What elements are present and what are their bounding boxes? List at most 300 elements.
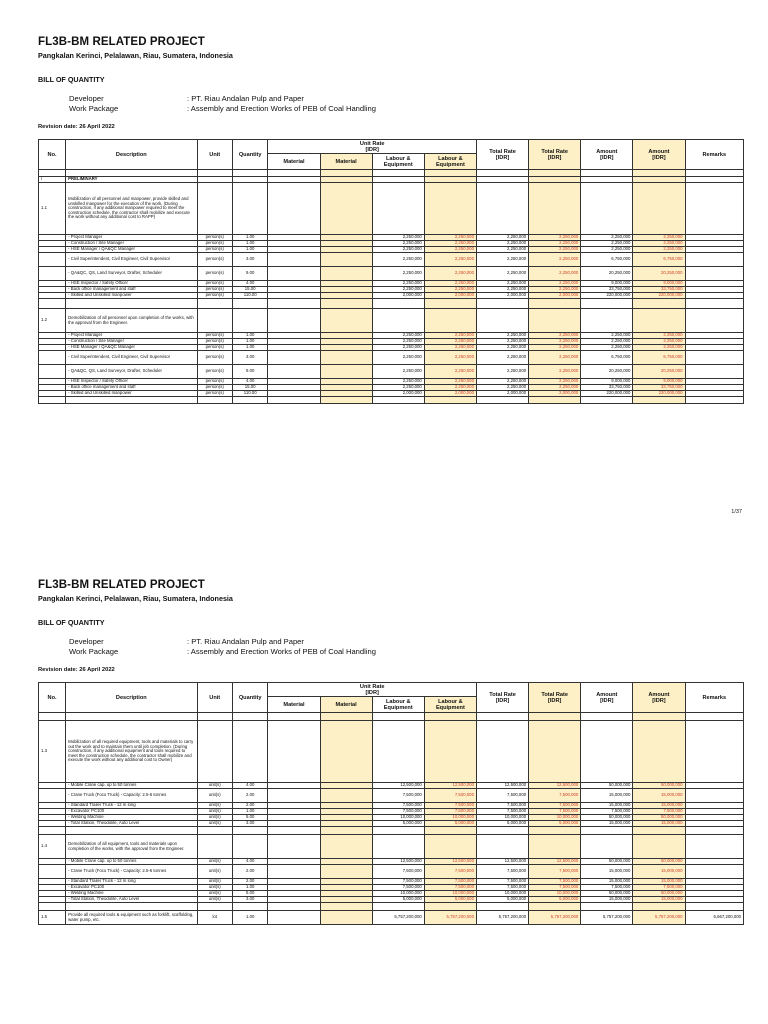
cell-labour-2: [424, 827, 476, 835]
cell-total-rate: 2,250,000: [476, 241, 528, 247]
cell-total-rate: 7,500,000: [476, 865, 528, 879]
cell-total-rate-2: 7,500,000: [529, 789, 581, 803]
cell-amount: 50,000,000: [581, 783, 633, 789]
cell-amount-2: 6,750,000: [633, 253, 685, 267]
cell-remarks: [685, 365, 743, 379]
cell-labour-2: 2,250,000: [424, 235, 476, 241]
header-material: Material: [268, 154, 320, 170]
cell-quantity: 1.00: [232, 911, 267, 925]
cell-total-rate-2: [529, 827, 581, 835]
cell-total-rate: [476, 713, 528, 721]
cell-labour-2: 2,250,000: [424, 267, 476, 281]
cell-unit: person(s): [197, 379, 232, 385]
cell-unit: [197, 903, 232, 911]
table-row: [39, 865, 744, 879]
cell-labour: 7,500,000: [372, 809, 424, 815]
cell-total-rate-2: [529, 835, 581, 859]
cell-labour: 7,500,000: [372, 865, 424, 879]
cell-total-rate: 5,000,000: [476, 897, 528, 903]
cell-amount-2: [633, 170, 685, 177]
cell-no: 1.4: [39, 835, 66, 859]
cell-material: [268, 183, 320, 235]
cell-total-rate-2: 2,000,000: [529, 293, 581, 299]
cell-total-rate-2: 2,250,000: [529, 281, 581, 287]
cell-labour-2: 7,500,000: [424, 865, 476, 879]
cell-amount: 15,000,000: [581, 897, 633, 903]
cell-quantity: [232, 183, 267, 235]
cell-unit: [197, 835, 232, 859]
header-material-2: Material: [320, 697, 372, 713]
cell-no: [39, 827, 66, 835]
table-row: [39, 253, 744, 267]
cell-material: [268, 351, 320, 365]
cell-labour-2: 2,250,000: [424, 339, 476, 345]
cell-unit: person(s): [197, 281, 232, 287]
cell-labour-2: 2,250,000: [424, 247, 476, 253]
cell-labour: 7,500,000: [372, 803, 424, 809]
cell-total-rate-2: 5,757,200,000: [529, 911, 581, 925]
cell-unit: person(s): [197, 241, 232, 247]
cell-labour: [372, 827, 424, 835]
cell-amount-2: 2,250,000: [633, 333, 685, 339]
cell-amount: 9,000,000: [581, 379, 633, 385]
cell-total-rate: 7,500,000: [476, 809, 528, 815]
cell-amount-2: 2,250,000: [633, 241, 685, 247]
boq-heading: BILL OF QUANTITY: [38, 618, 105, 627]
cell-remarks: [685, 789, 743, 803]
cell-description: - HSE Manager / QA&QC Manager: [66, 345, 197, 351]
cell-remarks: [685, 183, 743, 235]
cell-total-rate: [476, 721, 528, 783]
cell-labour-2: 2,250,000: [424, 287, 476, 293]
cell-quantity: 4.00: [232, 379, 267, 385]
cell-quantity: 3.00: [232, 351, 267, 365]
cell-unit: unit(s): [197, 885, 232, 891]
cell-quantity: 2.00: [232, 803, 267, 809]
cell-quantity: [232, 170, 267, 177]
cell-amount-2: 6,750,000: [633, 351, 685, 365]
cell-amount: [581, 721, 633, 783]
cell-unit: unit(s): [197, 803, 232, 809]
cell-total-rate: 12,500,000: [476, 783, 528, 789]
cell-total-rate-2: 2,250,000: [529, 287, 581, 293]
package-label: Work Package: [69, 104, 119, 113]
cell-remarks: [685, 903, 743, 911]
cell-remarks: [685, 299, 743, 309]
cell-quantity: 1.00: [232, 235, 267, 241]
cell-material-2: [320, 170, 372, 177]
cell-unit: [197, 299, 232, 309]
cell-labour: 2,250,000: [372, 247, 424, 253]
cell-labour: 2,250,000: [372, 339, 424, 345]
cell-no: [39, 365, 66, 379]
cell-no: [39, 170, 66, 177]
cell-amount-2: [633, 183, 685, 235]
table-row: [39, 365, 744, 379]
cell-total-rate-2: [529, 309, 581, 333]
cell-labour: [372, 713, 424, 721]
cell-total-rate: 7,500,000: [476, 885, 528, 891]
cell-no: 1.5: [39, 911, 66, 925]
cell-total-rate-2: 2,250,000: [529, 365, 581, 379]
cell-labour-2: 2,250,000: [424, 365, 476, 379]
cell-labour-2: 10,000,000: [424, 891, 476, 897]
cell-amount-2: 20,250,000: [633, 267, 685, 281]
cell-no: 1.2: [39, 309, 66, 333]
cell-labour: [372, 170, 424, 177]
cell-total-rate-2: 2,250,000: [529, 241, 581, 247]
cell-description: [66, 397, 197, 404]
cell-material-2: [320, 827, 372, 835]
cell-amount: [581, 170, 633, 177]
cell-description: Mobilization of all personnel and manpower, provide skilled and unskilled manpower for the execution of the work. (During construction, if any additional manpower required to meet the construction schedule, the contractor shall mobilize and execute the work without any additional cost to RAPP): [66, 183, 197, 235]
header-amount-2: Amount [IDR]: [633, 140, 685, 170]
cell-remarks: [685, 721, 743, 783]
table-row: [39, 911, 744, 925]
cell-labour-2: 12,500,000: [424, 783, 476, 789]
cell-total-rate-2: 2,250,000: [529, 351, 581, 365]
cell-amount: 15,000,000: [581, 865, 633, 879]
cell-labour: 2,250,000: [372, 351, 424, 365]
cell-description: - Total Station, Theodolite, Auto Level: [66, 897, 197, 903]
header-no: No.: [39, 140, 66, 170]
cell-material: [268, 789, 320, 803]
cell-total-rate: 2,250,000: [476, 267, 528, 281]
cell-total-rate: 2,000,000: [476, 293, 528, 299]
cell-labour-2: 2,250,000: [424, 241, 476, 247]
cell-unit: unit(s): [197, 809, 232, 815]
cell-description: - Construction / Site Manager: [66, 241, 197, 247]
cell-amount: [581, 903, 633, 911]
cell-labour: 2,250,000: [372, 385, 424, 391]
cell-total-rate: 2,250,000: [476, 247, 528, 253]
cell-unit: lot: [197, 911, 232, 925]
cell-description: [66, 827, 197, 835]
cell-no: [39, 865, 66, 879]
cell-total-rate-2: 7,500,000: [529, 865, 581, 879]
cell-amount: [581, 309, 633, 333]
cell-no: [39, 789, 66, 803]
cell-total-rate-2: 2,250,000: [529, 235, 581, 241]
cell-unit: person(s): [197, 351, 232, 365]
cell-labour: 2,000,000: [372, 293, 424, 299]
cell-unit: unit(s): [197, 821, 232, 827]
cell-labour: 5,000,000: [372, 897, 424, 903]
cell-unit: unit(s): [197, 815, 232, 821]
cell-total-rate-2: 2,250,000: [529, 379, 581, 385]
cell-quantity: 15.00: [232, 385, 267, 391]
cell-amount: 20,250,000: [581, 267, 633, 281]
cell-labour-2: 7,500,000: [424, 879, 476, 885]
cell-labour-2: 5,000,000: [424, 897, 476, 903]
cell-no: I: [39, 177, 66, 183]
cell-total-rate: [476, 170, 528, 177]
header-description: Description: [66, 683, 197, 713]
cell-labour-2: 10,000,000: [424, 815, 476, 821]
cell-labour-2: [424, 299, 476, 309]
cell-quantity: [232, 309, 267, 333]
cell-amount: 2,250,000: [581, 345, 633, 351]
developer-value: : PT. Riau Andalan Pulp and Paper: [187, 637, 304, 646]
cell-total-rate: [476, 835, 528, 859]
cell-amount: 50,000,000: [581, 859, 633, 865]
header-unit-rate: Unit Rate [IDR]: [268, 683, 477, 697]
cell-quantity: 3.00: [232, 897, 267, 903]
spacer-row: [39, 713, 744, 721]
cell-total-rate: 2,250,000: [476, 379, 528, 385]
header-remarks: Remarks: [685, 140, 743, 170]
cell-labour-2: 2,250,000: [424, 281, 476, 287]
cell-amount: [581, 183, 633, 235]
header-total-rate-2: Total Rate [IDR]: [529, 140, 581, 170]
header-material: Material: [268, 697, 320, 713]
cell-amount: 2,250,000: [581, 333, 633, 339]
cell-description: - Back office management and staff: [66, 287, 197, 293]
cell-amount: 33,750,000: [581, 287, 633, 293]
spacer-row: [39, 827, 744, 835]
cell-remarks: [685, 253, 743, 267]
cell-amount-2: [633, 835, 685, 859]
header-unit: Unit: [197, 683, 232, 713]
cell-total-rate-2: [529, 903, 581, 911]
page-2: [38, 579, 744, 925]
cell-total-rate-2: 10,000,000: [529, 815, 581, 821]
cell-amount-2: 50,000,000: [633, 891, 685, 897]
cell-total-rate-2: 2,000,000: [529, 391, 581, 397]
cell-labour: 7,500,000: [372, 789, 424, 803]
cell-material-2: [320, 835, 372, 859]
cell-description: - Back office management and staff: [66, 385, 197, 391]
cell-total-rate: 2,250,000: [476, 253, 528, 267]
cell-amount: 2,250,000: [581, 247, 633, 253]
cell-labour-2: [424, 183, 476, 235]
cell-unit: person(s): [197, 345, 232, 351]
cell-unit: person(s): [197, 253, 232, 267]
cell-quantity: [232, 827, 267, 835]
cell-unit: person(s): [197, 235, 232, 241]
project-location: Pangkalan Kerinci, Pelalawan, Riau, Sumatera, Indonesia: [38, 594, 233, 603]
cell-unit: unit(s): [197, 891, 232, 897]
cell-quantity: 1.00: [232, 333, 267, 339]
cell-quantity: 1.00: [232, 339, 267, 345]
cell-labour-2: 2,250,000: [424, 333, 476, 339]
cell-description: [66, 713, 197, 721]
cell-unit: unit(s): [197, 859, 232, 865]
developer-label: Developer: [69, 94, 104, 103]
cell-quantity: [232, 903, 267, 911]
cell-material: [268, 309, 320, 333]
cell-amount: 2,250,000: [581, 235, 633, 241]
cell-total-rate-2: 2,250,000: [529, 385, 581, 391]
cell-amount: [581, 835, 633, 859]
table-row: [39, 835, 744, 859]
cell-total-rate-2: 2,250,000: [529, 267, 581, 281]
project-title: FL3B-BM RELATED PROJECT: [38, 36, 205, 48]
cell-no: [39, 713, 66, 721]
cell-total-rate-2: 12,500,000: [529, 783, 581, 789]
cell-unit: person(s): [197, 293, 232, 299]
cell-material-2: [320, 911, 372, 925]
cell-remarks: [685, 309, 743, 333]
cell-quantity: 4.00: [232, 281, 267, 287]
header-description: Description: [66, 140, 197, 170]
cell-amount: 5,757,200,000: [581, 911, 633, 925]
cell-quantity: 1.00: [232, 345, 267, 351]
cell-remarks: [685, 835, 743, 859]
cell-amount-2: [633, 827, 685, 835]
cell-total-rate-2: 5,000,000: [529, 897, 581, 903]
cell-labour-2: 2,250,000: [424, 351, 476, 365]
cell-amount: [581, 299, 633, 309]
cell-labour-2: 2,000,000: [424, 391, 476, 397]
cell-amount-2: [633, 713, 685, 721]
cell-quantity: 9.00: [232, 267, 267, 281]
package-value: : Assembly and Erection Works of PEB of Coal Handling: [187, 104, 376, 113]
cell-unit: unit(s): [197, 783, 232, 789]
cell-description: - Project Manager: [66, 235, 197, 241]
cell-amount: 7,500,000: [581, 809, 633, 815]
cell-total-rate-2: 7,500,000: [529, 803, 581, 809]
cell-amount-2: [633, 903, 685, 911]
page-number: 1/37: [731, 509, 742, 515]
cell-material-2: [320, 365, 372, 379]
cell-amount-2: 2,250,000: [633, 235, 685, 241]
cell-description: - Skilled and Unskilled manpower: [66, 293, 197, 299]
cell-labour-2: [424, 903, 476, 911]
cell-labour: [372, 299, 424, 309]
cell-unit: [197, 397, 232, 404]
cell-amount-2: 15,000,000: [633, 803, 685, 809]
cell-unit: person(s): [197, 333, 232, 339]
cell-amount-2: 2,250,000: [633, 339, 685, 345]
cell-no: [39, 903, 66, 911]
header-material-2: Material: [320, 154, 372, 170]
cell-material-2: [320, 253, 372, 267]
boq-table: [38, 682, 744, 925]
cell-labour: [372, 835, 424, 859]
cell-description: - Civil Superintendent, Civil Engineer, Civil Supervisor: [66, 253, 197, 267]
cell-unit: person(s): [197, 267, 232, 281]
cell-material-2: [320, 721, 372, 783]
cell-description: - HSE Inspector / Safety Officer: [66, 281, 197, 287]
cell-unit: unit(s): [197, 789, 232, 803]
cell-total-rate: [476, 827, 528, 835]
cell-labour: 12,500,000: [372, 859, 424, 865]
cell-unit: person(s): [197, 385, 232, 391]
header-total-rate: Total Rate [IDR]: [476, 683, 528, 713]
cell-remarks: [685, 170, 743, 177]
cell-total-rate-2: [529, 183, 581, 235]
header-total-rate-2: Total Rate [IDR]: [529, 683, 581, 713]
cell-total-rate-2: [529, 397, 581, 404]
cell-material-2: [320, 351, 372, 365]
cell-quantity: 4.00: [232, 783, 267, 789]
cell-amount: 7,500,000: [581, 885, 633, 891]
cell-quantity: 5.00: [232, 891, 267, 897]
table-row: [39, 721, 744, 783]
header-amount: Amount [IDR]: [581, 140, 633, 170]
cell-description: - Construction / Site Manager: [66, 339, 197, 345]
cell-description: - Mobile Crane cap. up to 50 tonnes: [66, 859, 197, 865]
cell-no: 1.3: [39, 721, 66, 783]
cell-remarks: [685, 267, 743, 281]
table-row: [39, 351, 744, 365]
cell-description: - Crane Truck (Foco Truck) - Capacity: 2.5-6 tonnes: [66, 865, 197, 879]
cell-total-rate-2: 2,250,000: [529, 339, 581, 345]
cell-material: [268, 827, 320, 835]
cell-labour-2: 2,250,000: [424, 385, 476, 391]
project-location: Pangkalan Kerinci, Pelalawan, Riau, Sumatera, Indonesia: [38, 51, 233, 60]
cell-total-rate: 7,500,000: [476, 803, 528, 809]
cell-quantity: 5.00: [232, 815, 267, 821]
cell-quantity: 1.00: [232, 809, 267, 815]
project-title: FL3B-BM RELATED PROJECT: [38, 579, 205, 591]
developer-label: Developer: [69, 637, 104, 646]
cell-description: - Skilled and Unskilled manpower: [66, 391, 197, 397]
cell-total-rate: 7,500,000: [476, 879, 528, 885]
cell-total-rate: 2,250,000: [476, 333, 528, 339]
spacer-row: [39, 397, 744, 404]
cell-total-rate-2: [529, 170, 581, 177]
boq-table-container: [38, 139, 744, 404]
cell-labour-2: 7,500,000: [424, 789, 476, 803]
cell-quantity: 110.00: [232, 391, 267, 397]
cell-labour: 2,250,000: [372, 253, 424, 267]
cell-labour-2: [424, 309, 476, 333]
cell-description: Mobilization of all required equipment, tools and materials to carry out the work and to maintain them until job completion. (During construction, if any additional equipment and tools required to meet the construction schedule, the contractor shall mobilize and execute the work without any additional cost to Owner): [66, 721, 197, 783]
cell-labour-2: 2,250,000: [424, 379, 476, 385]
cell-quantity: 3.00: [232, 821, 267, 827]
cell-material-2: [320, 789, 372, 803]
cell-amount-2: 15,000,000: [633, 865, 685, 879]
cell-labour: 2,250,000: [372, 365, 424, 379]
cell-description: Provide all required tools & equipment such as forklift, scaffolding, water pump, etc.: [66, 911, 197, 925]
cell-unit: unit(s): [197, 879, 232, 885]
cell-description: Demobilization of all personnel upon completion of the works, with the approval from the Engineer.: [66, 309, 197, 333]
cell-total-rate: 5,000,000: [476, 821, 528, 827]
table-row: [39, 183, 744, 235]
cell-total-rate: [476, 183, 528, 235]
package-value: : Assembly and Erection Works of PEB of Coal Handling: [187, 647, 376, 656]
cell-total-rate-2: [529, 299, 581, 309]
cell-amount: 15,000,000: [581, 803, 633, 809]
cell-material: [268, 397, 320, 404]
header-total-rate: Total Rate [IDR]: [476, 140, 528, 170]
cell-labour-2: 7,500,000: [424, 803, 476, 809]
cell-total-rate: 2,250,000: [476, 365, 528, 379]
cell-description: - Standard Trailer Truck - 12 m long: [66, 803, 197, 809]
cell-amount-2: 33,750,000: [633, 287, 685, 293]
revision-date: Revision date: 26 April 2022: [38, 124, 115, 130]
cell-labour-2: 2,250,000: [424, 253, 476, 267]
cell-remarks: [685, 865, 743, 879]
cell-no: [39, 397, 66, 404]
spacer-row: [39, 903, 744, 911]
cell-material-2: [320, 397, 372, 404]
cell-amount: 6,750,000: [581, 253, 633, 267]
cell-description: - HSE Manager / QA&QC Manager: [66, 247, 197, 253]
cell-labour: 2,000,000: [372, 391, 424, 397]
cell-amount: 15,000,000: [581, 821, 633, 827]
cell-quantity: 9.00: [232, 365, 267, 379]
cell-amount: 33,750,000: [581, 385, 633, 391]
cell-labour-2: [424, 170, 476, 177]
cell-material-2: [320, 865, 372, 879]
cell-no: 1.1: [39, 183, 66, 235]
cell-total-rate: 2,250,000: [476, 351, 528, 365]
cell-labour: 5,000,000: [372, 821, 424, 827]
cell-amount: [581, 827, 633, 835]
